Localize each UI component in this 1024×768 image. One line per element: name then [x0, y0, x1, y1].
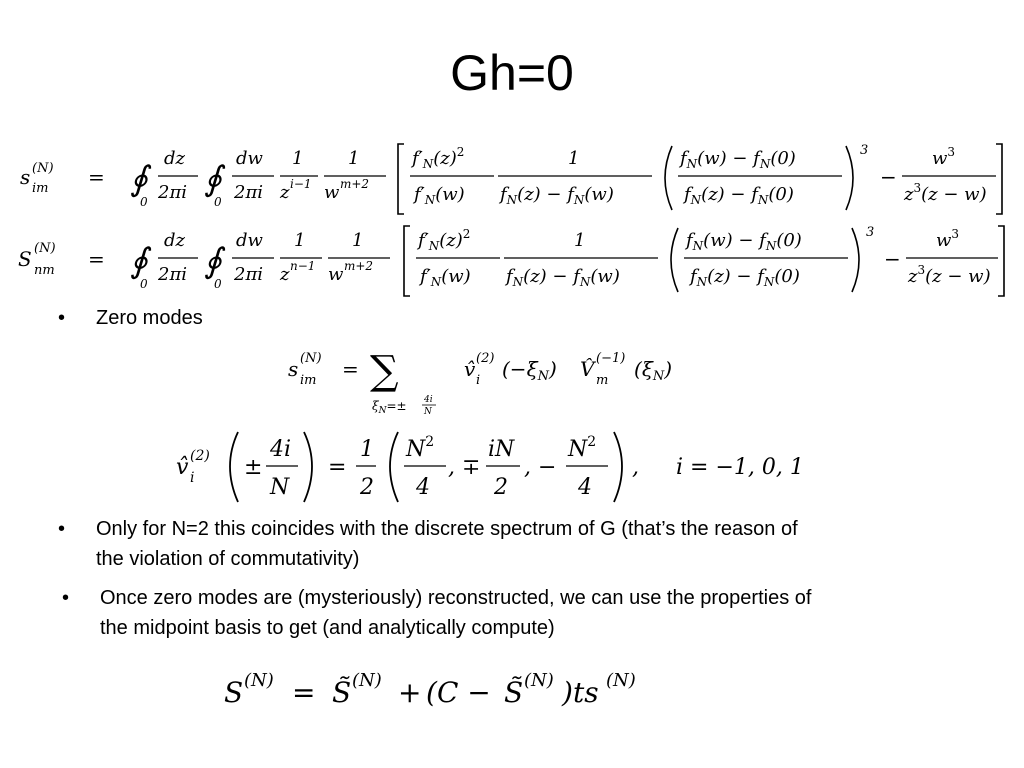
svg-text:N2: $N^2$ — [568, 434, 597, 462]
svg-text:1: 1 — [574, 230, 586, 251]
svg-text:(−ξN): $(-\xi_N)$ — [502, 357, 557, 384]
svg-text:w3: $w^3$ — [932, 145, 956, 169]
svg-text:S̃: S̃ — [332, 676, 352, 709]
svg-text:fN(w) − fN(0): $f_N(w) - f_N(0)$ — [680, 148, 796, 171]
svg-text:V̂: V̂ — [580, 357, 595, 381]
svg-text:2πi: 2πi — [158, 264, 188, 285]
svg-text:=: = — [88, 165, 105, 189]
equation-v-hat-graphic — [172, 426, 832, 508]
svg-text:m+2: m+2 — [344, 259, 374, 273]
svg-text:=: = — [342, 357, 359, 381]
bullet-text-line2: the violation of commutativity) — [96, 548, 360, 570]
svg-text:2πi: 2πi — [234, 264, 264, 285]
svg-text:4i: 4i — [270, 437, 292, 462]
svg-text:N: N — [270, 475, 290, 500]
bullet-marker: • — [58, 307, 66, 329]
svg-text:z: z — [280, 264, 290, 285]
svg-text:(N): (N) — [300, 351, 322, 366]
svg-text:0: 0 — [140, 195, 148, 209]
svg-text:(2): (2) — [190, 448, 210, 464]
svg-text:S: S — [18, 247, 32, 271]
svg-text:dw: dw — [236, 148, 263, 169]
svg-text:w: w — [328, 264, 344, 285]
svg-text:3: 3 — [866, 225, 875, 240]
svg-text:s: s — [20, 165, 31, 189]
svg-text:z3(z − w): $z^3(z - w)$ — [904, 181, 987, 205]
svg-text:S: S — [224, 676, 244, 709]
equation-v-hat — [172, 426, 832, 508]
svg-text:im: im — [32, 181, 49, 196]
svg-text:i−1: i−1 — [290, 177, 312, 191]
svg-text:∮: ∮ — [130, 241, 148, 281]
svg-text:iN: iN — [488, 437, 515, 462]
svg-text:(N): (N) — [34, 241, 56, 256]
svg-text:im: im — [300, 373, 317, 388]
svg-text:N2: $N^2$ — [406, 434, 435, 462]
equation-S-nm-graphic — [18, 222, 1008, 300]
svg-text:s: s — [288, 357, 299, 381]
svg-text:z: z — [280, 182, 290, 203]
svg-text:4: 4 — [416, 475, 430, 500]
equation-zero-modes — [284, 338, 714, 420]
svg-text:dw: dw — [236, 230, 263, 251]
svg-text:dz: dz — [164, 148, 186, 169]
svg-text:(ξN): $(\xi_N)$ — [634, 357, 673, 384]
equation-final — [222, 660, 722, 720]
svg-text:(N): (N) — [32, 161, 54, 176]
svg-text:v̂: v̂ — [176, 455, 189, 480]
svg-text:dz: dz — [164, 230, 186, 251]
svg-text:fN(z) − fN(0): $f_N(z) - f_N(0)$ — [690, 266, 800, 289]
svg-text:2: 2 — [360, 475, 374, 500]
svg-text:1: 1 — [360, 437, 374, 462]
svg-text:(N): (N) — [244, 670, 274, 691]
bullet-marker: • — [58, 518, 66, 540]
svg-text:=: = — [88, 247, 105, 271]
svg-text:nm: nm — [34, 263, 55, 278]
svg-text:f′N(z)2: $f'_N(z)^2$ — [418, 227, 471, 253]
svg-text:(−1): (−1) — [596, 351, 626, 366]
svg-text:n−1: n−1 — [290, 259, 316, 273]
svg-text:1: 1 — [568, 148, 580, 169]
svg-text:+: + — [398, 676, 422, 709]
svg-text:∑: ∑ — [370, 348, 399, 394]
equation-s-im — [18, 140, 1008, 218]
svg-text:0: 0 — [140, 277, 148, 291]
svg-text:fN(w) − fN(0): $f_N(w) - f_N(0)$ — [686, 230, 802, 253]
svg-text:1: 1 — [352, 230, 364, 251]
svg-text:)ts: )ts — [562, 676, 599, 709]
svg-text:∮: ∮ — [204, 241, 222, 281]
svg-text:i: i — [190, 470, 195, 486]
svg-text:−: − — [880, 165, 897, 189]
svg-text:f′N(w): $f'_N(w)$ — [414, 184, 465, 207]
bullet-text-line1: Once zero modes are (mysteriously) reconstructed, we can use the properties of — [100, 587, 812, 609]
svg-text:fN(z) − fN(w): $f_N(z) - f_N(w)$ — [500, 184, 614, 207]
svg-text:,: , — [632, 455, 639, 480]
svg-text:S̃: S̃ — [504, 676, 524, 709]
svg-text:v̂: v̂ — [464, 357, 476, 381]
svg-text:N: N — [424, 407, 432, 417]
equation-S-nm — [18, 222, 1008, 300]
svg-text:2: 2 — [494, 475, 508, 500]
svg-text:i = −1, 0, 1: i = −1, 0, 1 — [676, 455, 804, 480]
svg-text:(N): (N) — [352, 670, 382, 691]
svg-text:z3(z − w): $z^3(z - w)$ — [908, 263, 991, 287]
svg-text:2πi: 2πi — [234, 182, 264, 203]
equation-final-graphic — [222, 660, 722, 720]
equation-zero-modes-graphic — [284, 338, 714, 420]
bullet-text: Zero modes — [96, 307, 203, 329]
bullet-zero-modes-reconstructed — [62, 583, 1002, 643]
bullet-marker: • — [62, 587, 70, 609]
svg-text:f′N(w): $f'_N(w)$ — [420, 266, 471, 289]
svg-text:=: = — [292, 676, 316, 709]
svg-text:f′N(z)2: $f'_N(z)^2$ — [412, 145, 465, 171]
slide-title: Gh=0 — [450, 45, 574, 101]
svg-text:ξN=±: $\xi_N=\pm$ — [372, 399, 407, 416]
svg-text:w: w — [324, 182, 340, 203]
svg-text:−: − — [884, 247, 901, 271]
svg-text:fN(z) − fN(0): $f_N(z) - f_N(0)$ — [684, 184, 794, 207]
svg-text:1: 1 — [348, 148, 360, 169]
svg-text:1: 1 — [292, 148, 304, 169]
svg-text:±: ± — [244, 455, 263, 480]
svg-text:=: = — [328, 455, 347, 480]
svg-text:, −: , − — [524, 455, 557, 480]
equation-s-im-graphic — [18, 140, 1008, 218]
svg-text:0: 0 — [214, 277, 222, 291]
svg-text:w3: $w^3$ — [936, 227, 960, 251]
svg-text:0: 0 — [214, 195, 222, 209]
svg-text:4: 4 — [578, 475, 592, 500]
bullet-text-line2: the midpoint basis to get (and analytically compute) — [100, 617, 555, 639]
svg-text:m+2: m+2 — [340, 177, 370, 191]
bullet-text-line1: Only for N=2 this coincides with the discrete spectrum of G (that’s the reason of — [96, 518, 798, 540]
svg-text:∮: ∮ — [130, 159, 148, 199]
svg-text:4i: 4i — [424, 395, 433, 405]
svg-text:3: 3 — [860, 143, 869, 158]
svg-text:(C −: (C − — [426, 676, 491, 709]
svg-text:m: m — [596, 373, 609, 388]
svg-text:(2): (2) — [476, 351, 495, 366]
svg-text:1: 1 — [294, 230, 306, 251]
svg-text:, ∓: , ∓ — [448, 455, 481, 480]
svg-text:2πi: 2πi — [158, 182, 188, 203]
bullet-n2-spectrum — [58, 514, 998, 574]
svg-text:(N): (N) — [606, 670, 636, 691]
svg-text:fN(z) − fN(w): $f_N(z) - f_N(w)$ — [506, 266, 620, 289]
svg-text:i: i — [476, 373, 481, 388]
svg-text:∮: ∮ — [204, 159, 222, 199]
bullet-zero-modes — [58, 303, 458, 333]
svg-text:(N): (N) — [524, 670, 554, 691]
